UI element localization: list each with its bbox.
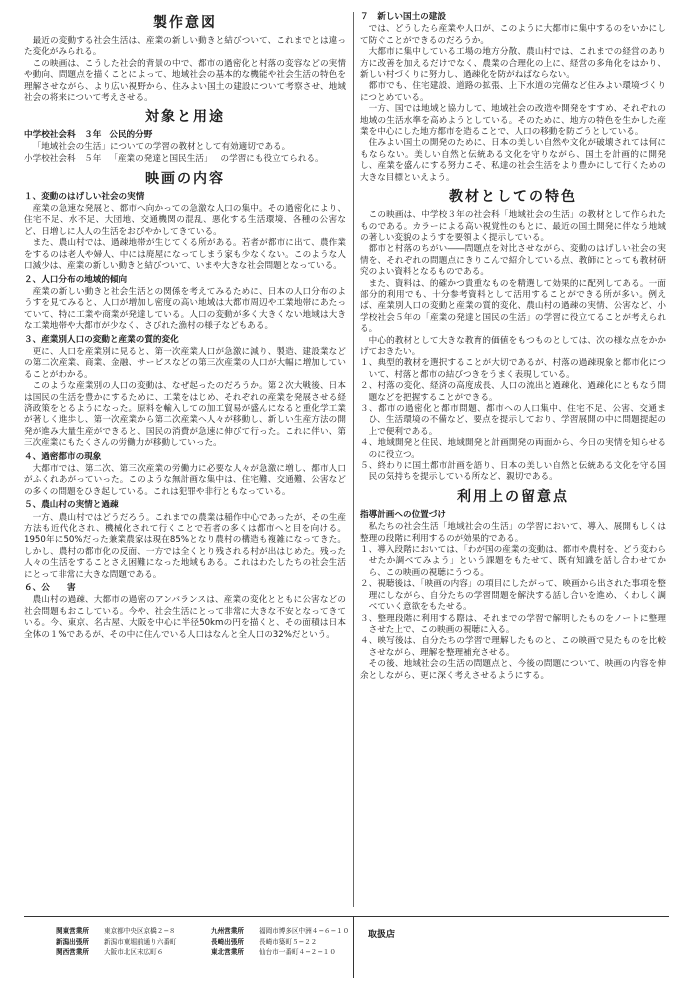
- footer: [24, 922, 669, 978]
- section-paragraph: 更に、人口を産業別に見ると、第一次産業人口が急激に減り、製造、建設業などの第二次産業、商業、金融、サービスなどの第三次産業の人口が大幅に増加していることがわかる。: [24, 346, 346, 380]
- production-intent-title: 製作意図: [153, 15, 217, 31]
- office-list: [56, 926, 366, 958]
- feature-paragraph: また、資料は、的確かつ貴重なものを精選して効果的に配列してある。一面部分的利用でも、十分参考資料として活用することができる所が多い。例えば、産業別人口の変動と産業の質的変化、農山村の過疎の実情、公害など、小学校社会５年の「産業の発達と国民の生活」の学習に役立てることが考えられる。: [360, 278, 666, 335]
- section-paragraph: 大都市では、第二次、第三次産業の労働力に必要な人々が急激に増し、都市人口がふくれあがっていった。このような無計画な集中は、住宅難、交通難、公害などの多くの問題をひき起している。これは犯罪や非行ともなっている。: [24, 464, 346, 497]
- notes-point: ４、映写後は、自分たちの学習で理解したものと、この映画で見たものを比較させながら、理解を整理補充させる。: [360, 636, 666, 658]
- notes-intro: 私たちの社会生活「地域社会の生活」の学習において、導入、展開もしくは整理の段階に利用するのが効果的である。: [360, 522, 666, 544]
- section-paragraph: 一方、国では地域と協力して、地域社会の改造や開発をすすめ、それぞれの地域の生活水準を高めようとしている。そのために、地方の特色を生かした産業を中心にした地方都市を造ることで、人口の移動を防ごうとしている。: [360, 104, 666, 138]
- section-heading: ７ 新しい国土の建設: [360, 12, 446, 22]
- subject-elementary: 小学校社会科 ５年 「産業の発達と国民生活」 の学習にも役立てられる。: [24, 154, 324, 165]
- right-column: [360, 10, 666, 915]
- notes-subheading: 指導計画への位置づけ: [360, 509, 446, 520]
- notes-point: １、導入段階においては、「わが国の産業の変動は、都市や農村を、どう変わらせたか調べてみよう」という課題をもたせて、既有知識を話し合わせてから、この映画の視聴にうつる。: [360, 545, 666, 578]
- section-heading: ４、過密都市の現象: [24, 451, 102, 462]
- section-paragraph: 大都市に集中している工場の地方分散、農山村では、これまでの経営のあり方に改善を加えるだけでなく、農業の合理化の上に、経営の多角化をはかり、新しい村づくりに努力し、過疎化を防がねばならない。: [360, 47, 666, 81]
- office-entry: 長崎出張所 長崎市築町５−２２: [211, 937, 318, 946]
- office-entry: 関東営業所 東京都中央区京橋２−８: [56, 927, 176, 935]
- section-paragraph: 産業の新しい動きと社会生活との関係を考えてみるために、日本の人口分布のようすを見てみると、人口が増加し密度の高い地域は大都市周辺や工業地帯にあたっていて、特に工業や商業が発達している。人口の変動が多く大きくない地域は大きな工業地帯や大都市が少なく、さびれた漁村の様子などもある。: [24, 286, 346, 332]
- feature-paragraph: 都市と村落のちがい――問題点を対比させながら、変動のはげしい社会の実情を、それぞれの問題点にきりこんで紹介している点、教師にとっても教材研究のよい資料となるものである。: [360, 244, 666, 278]
- teaching-material-features-title: 教材としての特色: [449, 189, 577, 206]
- subject-junior-high-text: 「地域社会の生活」についての学習の教材として有効適切である。: [32, 141, 291, 152]
- section-heading: ３、産業別人口の変動と産業の質的変化: [24, 334, 179, 345]
- target-use-title: 対象と用途: [145, 109, 225, 126]
- office-entry: 九州営業所 福岡市博多区中洲４−６−１０: [211, 927, 350, 935]
- feature-point: ３、都市の過密化と都市問題、都市への人口集中、住宅不足、公害、交通ま ひ、生活環境の不備など、要点を提示しており、学習展開の中に問題提起の上で便利である。: [360, 404, 666, 437]
- notes-closing: その後、地域社会の生活の問題点と、今後の問題について、映画の内容を伸余としながら、更に深く考えさせるようにする。: [360, 659, 666, 681]
- section-paragraph: 農山村の過疎、大都市の過密のアンバランスは、産業の変化とともに公害などの社会問題もおこしている。今や、社会生活にとって非常に大きな不安となってきている。今、東京、名古屋、大阪を中心に半径50kmの円を描くと、その面積は日本全体の１%であるが、その中に住んでいる人口はなんと全人口の32%だという。: [24, 595, 346, 640]
- office-entry: 関西営業所 大阪市北区末広町６: [56, 948, 164, 956]
- section-paragraph: 住みよい国土の開発のために、日本の美しい自然や文化が破壊されては何にもならない。美しい自然と伝統ある文化を守りながら、国土を計画的に開発し、産業を盛んにする努力こそ、私達の社会生活をより豊かにして行くための大きな目標といえよう。: [360, 138, 666, 183]
- notes-point: ２、視聴後は、「映画の内容」の項目にしたがって、映画から出された事項を整理にしながら、自分たちの学習問題を解決する話し合いを進め、くわしく調べていく意欲をもたせる。: [360, 579, 666, 613]
- intro-paragraph-2: この映画は、こうした社会的背景の中で、都市の過密化と村落の変容などの実情や動向、問題点を描くことによって、地域社会の基本的な機能や社会生活の特色を理解させながら、より広い視野から、住みよい国土の建設について考察させ、地域社会の将来について考えさせる。: [24, 58, 346, 104]
- subject-junior-high: 中学校社会科 ３年 公民的分野: [24, 130, 153, 141]
- handler-label: 取扱店: [368, 930, 396, 940]
- feature-point: ５、終わりに国土都市計画を語り、日本の美しい自然と伝統ある文化を守る国民の気持ちを提示している所など、親切である。: [360, 461, 666, 483]
- notes-point: ３、整理段階に利用する際は、それまでの学習で解明したものをノートに整理させた上で、この映画の視聴に入る。: [360, 613, 666, 635]
- office-row: [56, 937, 366, 948]
- footer-rule: [24, 916, 669, 917]
- office-entry: 新潟出張所 新潟市東堀前通り六番町: [56, 937, 177, 946]
- feature-paragraph: 中心的教材として大きな教育的価値をもつものとしては、次の様な点をかかげておきたい。: [360, 335, 666, 357]
- section-paragraph: 産業の急速な発展と、都市へ向かっての急激な人口の集中。その過密化により、住宅不足、水不足、大団地、交通機関の混乱、悪化する生活環境、各種の公害など、日増しに人人の生活をおびやかしてきている。: [24, 204, 346, 237]
- section-heading: ５、農山村の実情と過疎: [24, 500, 119, 511]
- section-heading: １、変動のはげしい社会の実情: [24, 191, 145, 202]
- feature-point: ４、地域開発と住民、地域開発と計画開発の両面から、今日の実情を知らせるのに役立つ。: [360, 438, 666, 460]
- left-column: [24, 10, 346, 915]
- feature-point: １、典型的教材を選択することが大切であるが、村落の過疎現象と都市化について、村落と都市の結びつきをうまく表現している。: [360, 358, 666, 380]
- feature-paragraph: この映画は、中学校３年の社会科「地域社会の生活」の教材として作られたものである。カラーによる高い視覚性のもとに、最近の国土開発に伴なう地域の著しい変貌のようすを要領よく提示している。: [360, 210, 666, 243]
- column-divider: [353, 12, 354, 907]
- usage-notes-title: 利用上の留意点: [457, 488, 569, 505]
- office-entry: 東北営業所 仙台市一番町４−２−１０: [211, 948, 336, 956]
- section-heading: ６、公 害: [24, 583, 76, 594]
- section-paragraph: 都市でも、住宅建設、道路の拡張、上下水道の完備など住みよい環境づくりにつとめている。: [360, 81, 666, 103]
- section-heading: ２、人口分布の地域的傾向: [24, 274, 128, 285]
- section-paragraph: では、どうしたら産業や人口が、このように大都市に集中するのをいかにして防ぐことができるのだろうか。: [360, 24, 666, 46]
- office-row: [56, 926, 366, 937]
- intro-paragraph-1: 最近の変動する社会生活は、産業の新しい動きと結びついて、これまでとは違った変化がみられる。: [24, 36, 346, 58]
- film-content-title: 映画の内容: [145, 170, 225, 187]
- section-paragraph: 一方、農山村ではどうだろう。これまでの農業は稲作中心であったが、その生産方法も近代化され、機械化されて行くことで若者の多くは都市へと目を向ける。1950年に50%だった兼業農家は現在85%となり農村の構造も複雑になってきた。しかし、農村の都市化の反面、一方では全くとり残される村が出はじめた。残った人々の生活をすることさえ困難になった地域もある。これはわたしたちの社会生活にとって非常に大きな問題である。: [24, 512, 346, 580]
- office-row: [56, 947, 366, 958]
- feature-point: ２、村落の変化、経済の高度成長、人口の流出と過疎化、過疎化にともなう問題などを把握することができる。: [360, 381, 666, 403]
- section-paragraph: また、農山村では、過疎地帯が生じてくる所がある。若者が都市に出て、農作業をするのは老人や婦人、中には廃屋になってしまう家も少なくない。このような人口減少は、産業の新しい動きと結びついて、いまや大きな社会問題となっている。: [24, 238, 346, 272]
- section-paragraph: このような産業別の人口の変動は、なぜ起ったのだろうか。第２次大戦後、日本は国民の生活を豊かにするために、工業をはじめ、それぞれの産業を発展させる経済政策をとるようになった。原料を輸入しての加工貿易が盛んになると重化学工業が著しく進歩し、第一次産業から第二次産業へ人々が移動し、新しい生産方法の開発が進み大量生産ができると、国民の消費が急速に伸びて行った。これに伴い、第三次産業にもたくさんの労働力が移動していった。: [24, 381, 346, 449]
- footer-divider: [353, 916, 354, 978]
